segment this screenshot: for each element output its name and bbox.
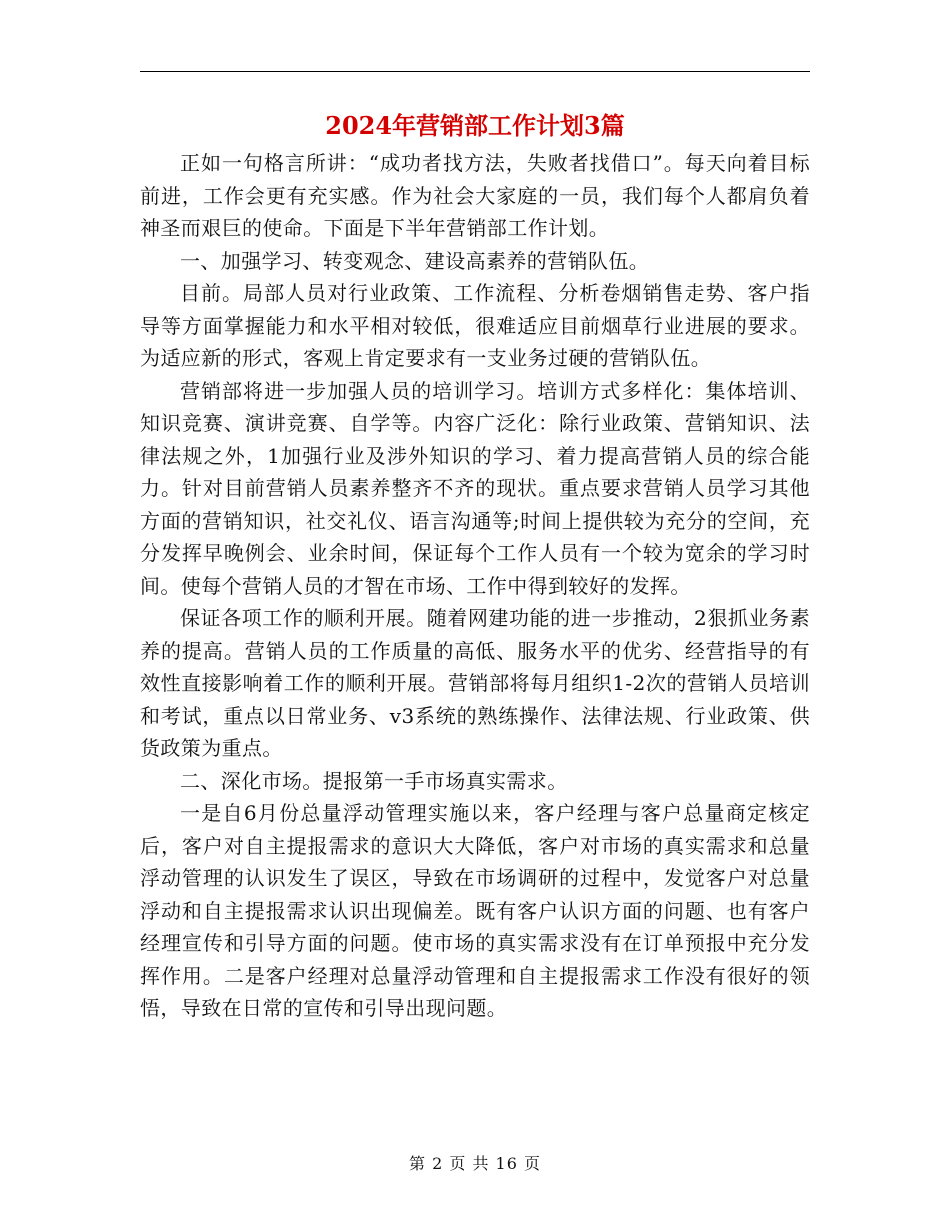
paragraph: 营销部将进一步加强人员的培训学习。培训方式多样化：集体培训、知识竞赛、演讲竞赛、自学等。内容广泛化：除行业政策、营销知识、法律法规之外，1加强行业及涉外知识的学习、着力提高营销人员的综合能力。针对目前营销人员素养整齐不齐的现状。重点要求营销人员学习其他方面的营销知识，社交礼仪、语言沟通等;时间上提供较为充分的空间，充分发挥早晚例会、业余时间，保证每个工作人员有一个较为宽余的学习时间。使每个营销人员的才智在市场、工作中得到较好的发挥。 <box>140 378 810 598</box>
paragraph-intro: 正如一句格言所讲：“成功者找方法，失败者找借口”。每天向着目标前进，工作会更有充实感。作为社会大家庭的一员，我们每个人都肩负着神圣而艰巨的使命。下面是下半年营销部工作计划。 <box>140 151 810 240</box>
paragraph: 保证各项工作的顺利开展。随着网建功能的进一步推动，2狠抓业务素养的提高。营销人员的工作质量的高低、服务水平的优劣、经营指导的有效性直接影响着工作的顺利开展。营销部将每月组织1-2次的营销人员培训和考试，重点以日常业务、v3系统的熟练操作、法律法规、行业政策、供货政策为重点。 <box>140 606 810 760</box>
document-body <box>140 147 810 1025</box>
section-heading-1: 一、加强学习、转变观念、建设高素养的营销队伍。 <box>180 248 650 273</box>
document-title: 2024年营销部工作计划3篇 <box>325 111 625 140</box>
paragraph: 目前。局部人员对行业政策、工作流程、分析卷烟销售走势、客户指导等方面掌握能力和水平相对较低，很难适应目前烟草行业进展的要求。为适应新的形式，客观上肯定要求有一支业务过硬的营销队伍。 <box>140 281 810 370</box>
page-number: 第 2 页 共 16 页 <box>409 1154 541 1173</box>
section-heading-2: 二、深化市场。提报第一手市场真实需求。 <box>180 768 568 793</box>
header-rule <box>140 71 810 72</box>
paragraph: 一是自6月份总量浮动管理实施以来，客户经理与客户总量商定核定后，客户对自主提报需求的意识大大降低，客户对市场的真实需求和总量浮动管理的认识发生了误区，导致在市场调研的过程中，发觉客户对总量浮动和自主提报需求认识出现偏差。既有客户认识方面的问题、也有客户经理宣传和引导方面的问题。使市场的真实需求没有在订单预报中充分发挥作用。二是客户经理对总量浮动管理和自主提报需求工作没有很好的领悟，导致在日常的宣传和引导出现问题。 <box>140 801 810 1020</box>
